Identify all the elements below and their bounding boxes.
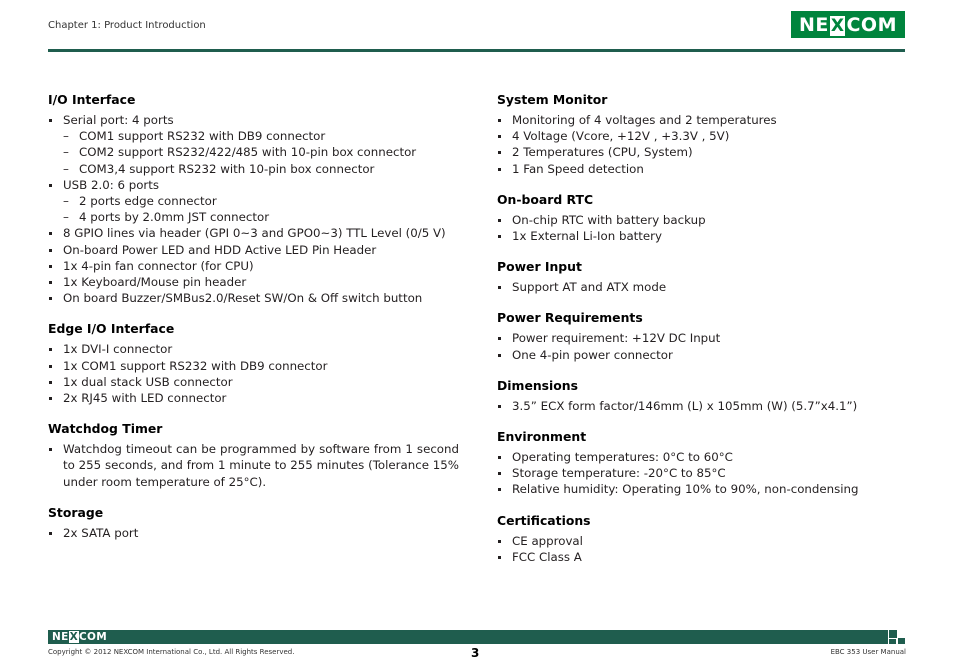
section-heading: Storage — [48, 504, 104, 520]
section-system-monitor — [497, 92, 907, 177]
sub-list-item: – 4 ports by 2.0mm JST connector — [48, 209, 459, 225]
list-item: 1 Fan Speed detection — [497, 161, 907, 177]
list-item: Relative humidity: Operating 10% to 90%, non-condensing — [497, 481, 907, 497]
list-item: 1x dual stack USB connector — [48, 374, 459, 390]
list-item: 4 Voltage (Vcore, +12V , +3.3V , 5V) — [497, 128, 907, 144]
list-item: Serial port: 4 ports — [48, 112, 459, 128]
footer-square-2 — [898, 638, 905, 644]
manual-name: EBC 353 User Manual — [830, 648, 906, 656]
sub-list-item: – COM3,4 support RS232 with 10-pin box connector — [48, 161, 459, 177]
sub-list-item: – 2 ports edge connector — [48, 193, 459, 209]
copyright-text: Copyright © 2012 NEXCOM International Co., Ltd. All Rights Reserved. — [48, 648, 295, 656]
logo-text: NE X COM — [798, 13, 897, 36]
list-item: On board Buzzer/SMBus2.0/Reset SW/On & Off switch button — [48, 290, 459, 306]
section-heading: System Monitor — [497, 92, 608, 107]
list-item: 1x DVI-I connector — [48, 341, 459, 357]
section-heading: Watchdog Timer — [48, 421, 163, 437]
list-item: 1x 4-pin fan connector (for CPU) — [48, 258, 459, 274]
bullet-list — [497, 449, 907, 498]
page-number: 3 — [471, 646, 480, 660]
section-heading: Power Input — [497, 259, 582, 275]
list-item: Watchdog timeout can be programmed by software from 1 second to 255 seconds, and from 1 minute to 255 minutes (Tolerance 15% under room temperature of 25°C). — [48, 441, 459, 490]
sub-list-item: – COM2 support RS232/422/485 with 10-pin box connector — [48, 144, 459, 160]
list-item: Monitoring of 4 voltages and 2 temperatures — [497, 112, 907, 128]
section-heading: Dimensions — [497, 377, 578, 393]
section-power-requirements — [497, 310, 907, 362]
bullet-list — [497, 279, 907, 295]
list-item: 2 Temperatures (CPU, System) — [497, 144, 907, 160]
section-on-board-rtc — [497, 192, 907, 244]
section-heading: Certifications — [497, 512, 591, 528]
footer-square-1 — [889, 630, 897, 638]
section-heading: Environment — [497, 429, 587, 445]
section-heading: On-board RTC — [497, 191, 594, 207]
list-item: One 4-pin power connector — [497, 347, 907, 363]
list-item: On-chip RTC with battery backup — [497, 212, 907, 228]
bullet-list — [48, 112, 459, 306]
section-dimensions — [497, 378, 907, 414]
list-item: Operating temperatures: 0°C to 60°C — [497, 449, 907, 465]
bullet-list — [48, 525, 459, 541]
list-item: Power requirement: +12V DC Input — [497, 330, 907, 346]
list-item: 1x Keyboard/Mouse pin header — [48, 274, 459, 290]
section-heading: Edge I/O Interface — [48, 321, 175, 337]
list-item: Storage temperature: -20°C to 85°C — [497, 465, 907, 481]
bullet-list — [497, 330, 907, 362]
sub-list-item: – COM1 support RS232 with DB9 connector — [48, 128, 459, 144]
left-column — [48, 92, 459, 556]
list-item: FCC Class A — [497, 549, 907, 565]
bullet-list — [48, 441, 459, 490]
bullet-list — [48, 341, 459, 406]
bullet-list — [497, 398, 907, 414]
footer-logo: NEXCOM — [52, 631, 107, 643]
header-divider — [48, 49, 905, 52]
section-environment — [497, 429, 907, 498]
nexcom-logo — [791, 11, 905, 38]
list-item: 8 GPIO lines via header (GPI 0~3 and GPO0~3) TTL Level (0/5 V) — [48, 225, 459, 241]
section-heading: I/O Interface — [48, 92, 136, 107]
bullet-list — [497, 212, 907, 244]
list-item: 2x RJ45 with LED connector — [48, 390, 459, 406]
chapter-title: Chapter 1: Product Introduction — [48, 20, 206, 31]
list-item: Support AT and ATX mode — [497, 279, 907, 295]
bullet-list — [497, 112, 907, 177]
list-item: On-board Power LED and HDD Active LED Pin Header — [48, 242, 459, 258]
bullet-list — [497, 533, 907, 565]
section-power-input — [497, 259, 907, 295]
footer-bar — [48, 630, 888, 644]
section-storage — [48, 505, 459, 541]
section-heading: Power Requirements — [497, 310, 643, 326]
list-item: 1x COM1 support RS232 with DB9 connector — [48, 358, 459, 374]
section-certifications — [497, 513, 907, 565]
list-item: 3.5” ECX form factor/146mm (L) x 105mm (W) (5.7”x4.1”) — [497, 398, 907, 414]
footer-square-3 — [889, 639, 896, 644]
section-watchdog-timer — [48, 421, 459, 490]
section-edge-i-o-interface — [48, 321, 459, 406]
list-item: CE approval — [497, 533, 907, 549]
right-column — [497, 92, 907, 580]
section-i-o-interface — [48, 92, 459, 306]
list-item: USB 2.0: 6 ports — [48, 177, 459, 193]
list-item: 2x SATA port — [48, 525, 459, 541]
list-item: 1x External Li-Ion battery — [497, 228, 907, 244]
